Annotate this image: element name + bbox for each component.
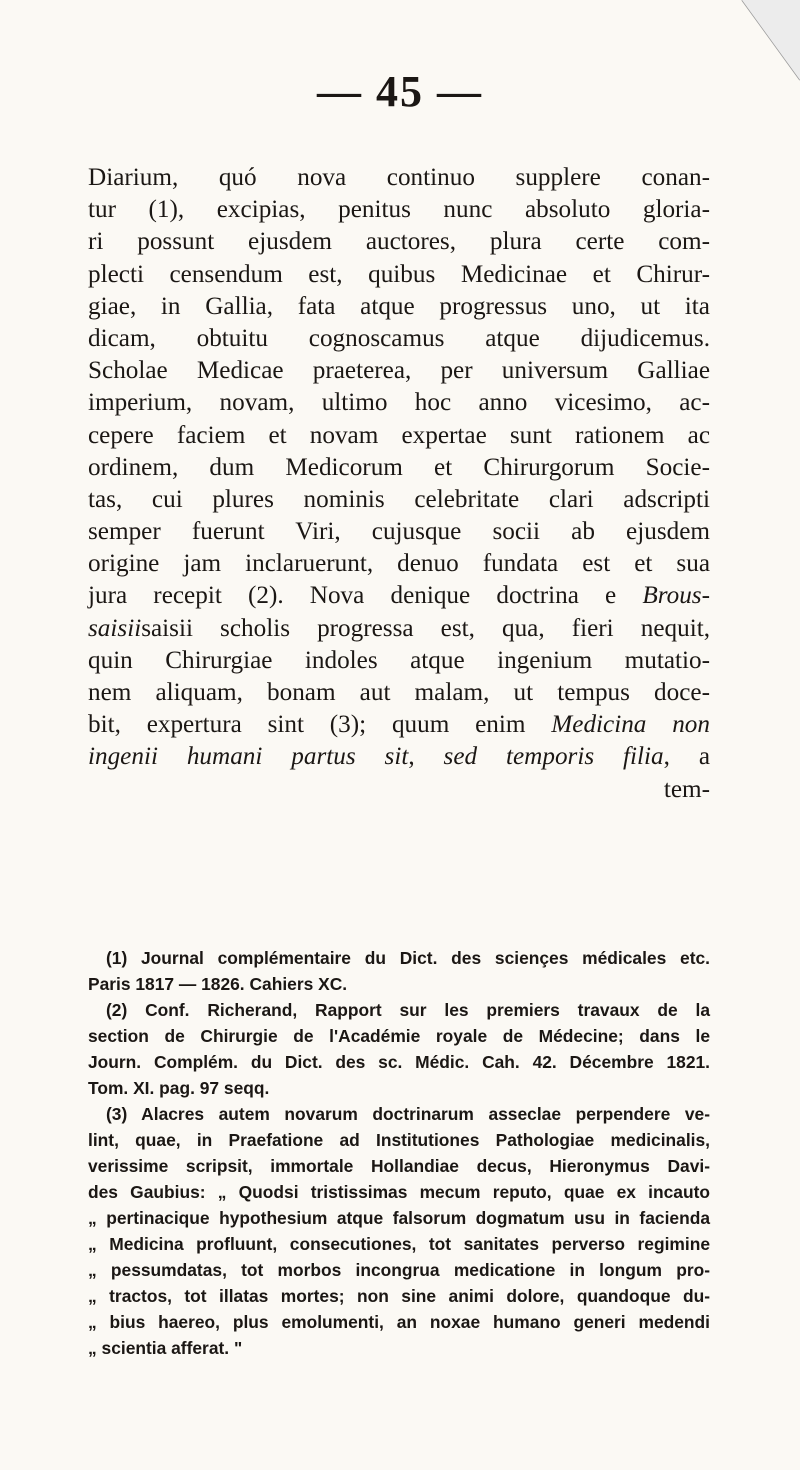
body-line: imperium, novam, ultimo hoc anno vicesimo, ac- (88, 389, 710, 417)
body-line: tur (1), excipias, penitus nunc absoluto gloria- (88, 196, 710, 224)
footnote-line: section de Chirurgie de l'Académie royale de Médecine; dans le (88, 1026, 710, 1046)
italic-name: Brous- (642, 582, 710, 610)
body-line: giae, in Gallia, fata atque progressus uno, ut ita (88, 292, 710, 320)
body-line: semper fuerunt Viri, cujusque socii ab ejusdem (88, 518, 710, 546)
footnote-line: Tom. XI. pag. 97 seqq. (88, 1078, 270, 1098)
footnote-line: des Gaubius: „ Quodsi tristissimas mecum reputo, quae ex incauto (88, 1182, 710, 1202)
footnote-line: lint, quae, in Praefatione ad Institutiones Pathologiae medicinalis, (88, 1130, 710, 1150)
body-line: origine jam inclaruerunt, denuo fundata est et sua (88, 550, 710, 578)
footnote-line: „ pessumdatas, tot morbos incongrua medicatione in longum pro- (88, 1260, 710, 1280)
body-line (88, 580, 710, 612)
body-line: Diarium, quó nova continuo supplere conan- (88, 164, 710, 191)
footnote-line: Paris 1817 — 1826. Cahiers XC. (88, 974, 348, 994)
footnote-line: „ Medicina profluunt, consecutiones, tot sanitates perverso regimine (88, 1234, 710, 1254)
body-line: Scholae Medicae praeterea, per universum Galliae (88, 357, 710, 385)
page-number: — 45 — (317, 67, 483, 116)
body-line: ri possunt ejusdem auctores, plura certe com- (88, 228, 710, 256)
body-line: plecti censendum est, quibus Medicinae et Chirur- (88, 260, 710, 288)
footnote-line: verissime scripsit, immortale Hollandiae decus, Hieronymus Davi- (88, 1156, 710, 1176)
body-line-text: jura recepit (2). Nova denique doctrina e (88, 582, 643, 610)
italic-name: saisii (88, 614, 142, 642)
footnote-line: „ scientia afferat. " (88, 1338, 243, 1358)
italic-phrase: Medicina non (551, 711, 710, 739)
footnote-line: (1) Journal complémentaire du Dict. des sciençes médicales etc. (106, 948, 710, 968)
body-line (88, 613, 710, 645)
italic-phrase: ingenii humani partus sit (88, 743, 409, 771)
footnote-line: „ tractos, tot illatas mortes; non sine animi dolore, quandoque du- (88, 1286, 710, 1306)
footnote-line: „ bius haereo, plus emolumenti, an noxae humano generi medendi (88, 1312, 710, 1332)
body-line: ordinem, dum Medicorum et Chirurgorum Socie- (88, 453, 710, 481)
body-line (88, 741, 710, 773)
body-line-text: saisii scholis progressa est, qua, fieri nequit, (141, 614, 710, 642)
body-line (88, 709, 710, 741)
footnote-line: (3) Alacres autem novarum doctrinarum asseclae perpendere ve- (106, 1104, 710, 1124)
main-text (88, 162, 710, 806)
footnotes (88, 945, 710, 1361)
footnote-line: „ pertinacique hypothesium atque falsorum dogmatum usu in facienda (88, 1208, 710, 1228)
body-line: cepere faciem et novam expertae sunt rationem ac (88, 421, 710, 449)
footnote-line: (2) Conf. Richerand, Rapport sur les premiers travaux de la (106, 1000, 710, 1020)
catchword: tem- (663, 775, 710, 803)
footnote-line: Journ. Complém. du Dict. des sc. Médic. Cah. 42. Décembre 1821. (88, 1052, 710, 1072)
body-line-text: , (408, 743, 444, 771)
body-line: quin Chirurgiae indoles atque ingenium mutatio- (88, 646, 710, 674)
body-line-text: bit, expertura sint (3); quum enim (88, 711, 552, 739)
body-line: dicam, obtuitu cognoscamus atque dijudicemus. (88, 324, 710, 352)
body-line: nem aliquam, bonam aut malam, ut tempus doce- (88, 679, 710, 706)
body-line: tas, cui plures nominis celebritate clari adscripti (88, 485, 710, 513)
body-line-text: , a (663, 743, 711, 771)
italic-phrase: sed temporis filia (443, 743, 664, 771)
